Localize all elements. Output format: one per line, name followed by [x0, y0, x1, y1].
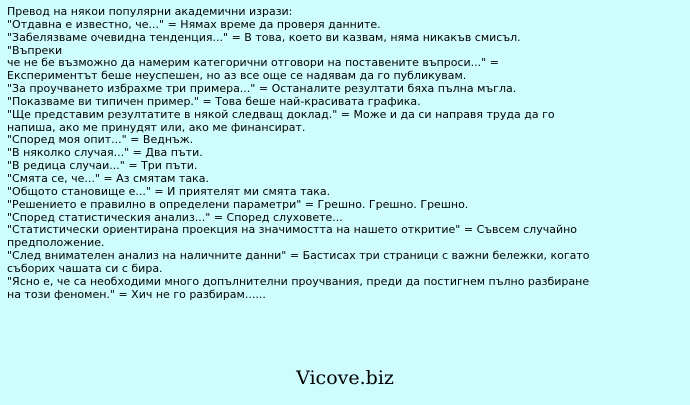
article-line: че не бе възможно да намерим категорични отговори на поставените въпроси..." =: [7, 56, 499, 70]
article-line: "Забелязваме очевидна тенденция..." = В това, което ви казвам, няма никакъв смисъл.: [7, 30, 521, 44]
article-line: "Общото становище е..." = И приятелят ми смята така.: [7, 184, 331, 198]
article-line: "Статистически ориентирана проекция на значимостта на нашето откритие" = Съвсем случайно: [7, 223, 578, 237]
article-line: "В няколко случая..." = Два пъти.: [7, 146, 203, 160]
article-line: "Показваме ви типичен пример." = Това беше най-красивата графика.: [7, 94, 421, 108]
article-line: "Според моя опит..." = Веднъж.: [7, 133, 194, 147]
article-line: "Ще представим резултатите в някой следващ доклад." = Може и да си направя труда да го: [7, 107, 555, 121]
article-line: "Според статистическия анализ..." = Според слуховете...: [7, 210, 343, 224]
joke-article: [7, 6, 685, 301]
article-line: "За проучването избрахме три примера..." = Останалите резултати бяха пълна мъгла.: [7, 82, 517, 96]
article-line: напиша, ако ме принудят или, ако ме финансират.: [7, 120, 306, 134]
article-line: "След внимателен анализ на наличните данни" = Бастисах три страници с важни бележки, когато: [7, 249, 590, 263]
article-line: "Ясно е, че са необходими много допълнителни проучвания, преди да постигнем пълно разбиране: [7, 274, 590, 288]
site-watermark: Vicove.biz: [296, 367, 394, 389]
article-line: "В редица случаи..." = Три пъти.: [7, 159, 198, 173]
article-line: Експериментът беше неуспешен, но аз все още се надявам да го публикувам.: [7, 69, 467, 83]
article-line: съборих чашата си с бира.: [7, 261, 163, 275]
article-line: предположение.: [7, 236, 105, 250]
article-line: "Решението е правилно в определени параметри" = Грешно. Грешно. Грешно.: [7, 197, 469, 211]
article-title: Превод на някои популярни академични изрази:: [7, 5, 293, 18]
article-line: "Смята се, че..." = Аз смятам така.: [7, 171, 209, 185]
article-line: "Отдавна е известно, че..." = Нямах време да проверя данните.: [7, 17, 381, 31]
article-line: "Въпреки: [7, 43, 63, 57]
article-line: на този феномен." = Хич не го разбирам......: [7, 287, 266, 301]
